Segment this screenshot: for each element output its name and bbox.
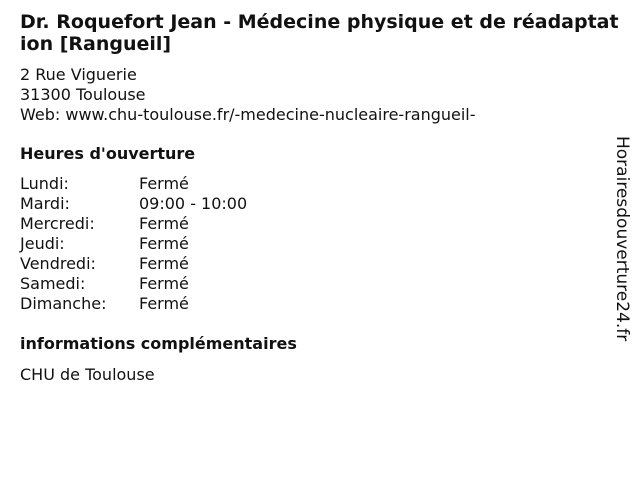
address-block — [20, 65, 476, 125]
time-value: Fermé — [139, 234, 189, 253]
hours-row-saturday — [20, 274, 247, 294]
day-label: Lundi: — [20, 174, 69, 193]
hours-row-thursday — [20, 234, 247, 254]
address-street: 2 Rue Viguerie — [20, 65, 137, 84]
address-web: Web: www.chu-toulouse.fr/-medecine-nucleaire-rangueil- — [20, 105, 476, 124]
opening-hours-table — [20, 174, 247, 314]
hours-row-tuesday — [20, 194, 247, 214]
hours-row-monday — [20, 174, 247, 194]
time-value: Fermé — [139, 254, 189, 273]
time-value: Fermé — [139, 294, 189, 313]
page-title: Dr. Roquefort Jean - Médecine physique et de réadaptation [Rangueil] — [20, 11, 619, 55]
day-label: Mercredi: — [20, 214, 95, 233]
address-city: 31300 Toulouse — [20, 85, 146, 104]
day-label: Dimanche: — [20, 294, 107, 313]
time-value: 09:00 - 10:00 — [139, 194, 248, 213]
hours-heading: Heures d'ouverture — [20, 144, 196, 163]
time-value: Fermé — [139, 274, 189, 293]
hours-row-sunday — [20, 294, 247, 314]
day-label: Vendredi: — [20, 254, 96, 273]
hours-row-wednesday — [20, 214, 247, 234]
day-label: Samedi: — [20, 274, 86, 293]
time-value: Fermé — [139, 214, 189, 233]
day-label: Mardi: — [20, 194, 70, 213]
time-value: Fermé — [139, 174, 189, 193]
info-heading: informations complémentaires — [20, 334, 297, 353]
site-watermark: Horairesdouverture24.fr — [612, 136, 632, 342]
info-text: CHU de Toulouse — [20, 365, 155, 384]
hours-row-friday — [20, 254, 247, 274]
day-label: Jeudi: — [20, 234, 65, 253]
